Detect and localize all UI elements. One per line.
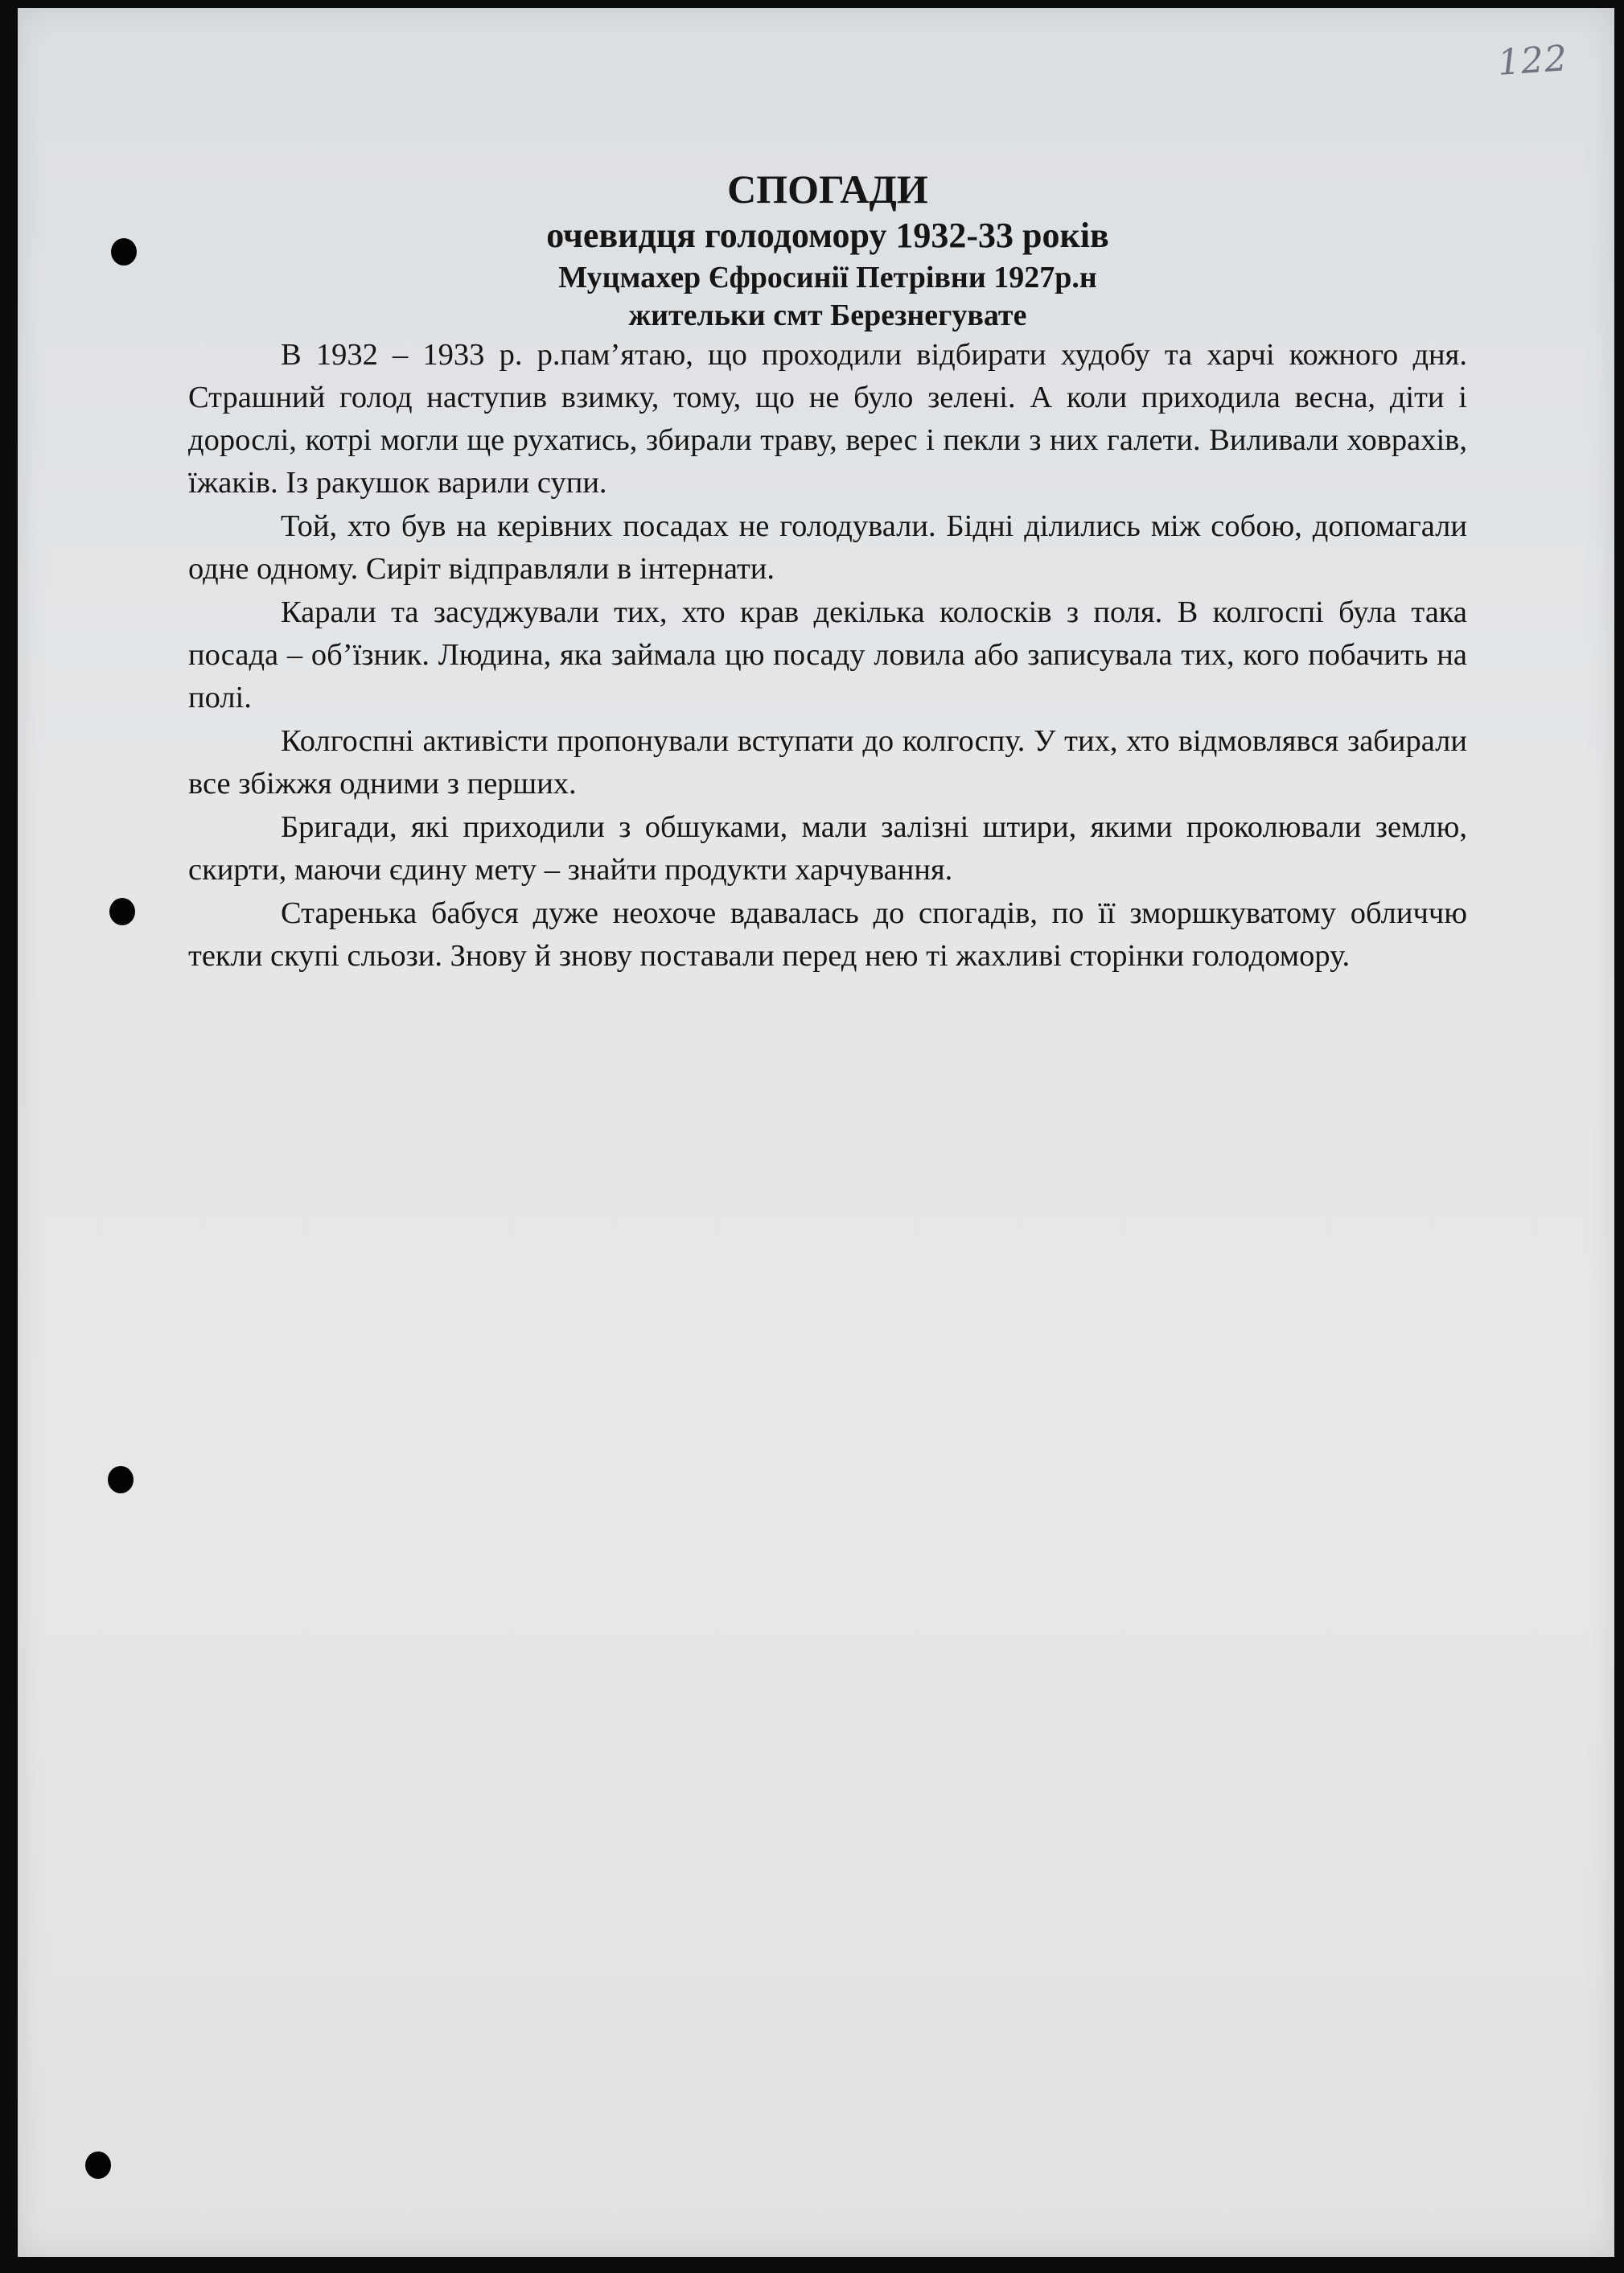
document-title: СПОГАДИ xyxy=(727,167,928,212)
paragraph: В 1932 – 1933 р. р.пам’ятаю, що проходили відбирати худобу та харчі кожного дня. Страшний голод наступив взимку, тому, що не було зелені. А коли приходила весна, діти і дорослі, котрі могли ще рухатись, збирали траву, верес і пекли з них галети. Виливали ховрахів, їжаків. Із ракушок варили супи. xyxy=(188,338,1467,500)
paragraph: Бригади, які приходили з обшуками, мали залізні штири, якими проколювали землю, скирти, маючи єдину мету – знайти продукти харчування. xyxy=(188,810,1467,887)
witness-residence: жительки смт Березнегувате xyxy=(628,299,1027,332)
witness-name: Муцмахер Єфросинії Петрівни 1927р.н xyxy=(558,261,1097,294)
punch-hole-icon xyxy=(108,1466,134,1493)
punch-hole-icon xyxy=(111,238,137,266)
punch-hole-icon xyxy=(85,2152,111,2179)
punch-hole-icon xyxy=(109,898,135,925)
document-subtitle: очевидця голодомору 1932-33 років xyxy=(546,216,1109,255)
document-body xyxy=(188,165,1467,978)
handwritten-page-number: 122 xyxy=(1496,38,1569,84)
paper-sheet xyxy=(18,8,1614,2257)
paragraph: Колгоспні активісти пропонували вступати до колгоспу. У тих, хто відмовлявся забирали все збіжжя одними з перших. xyxy=(188,724,1467,801)
paragraph: Старенька бабуся дуже неохоче вдавалась до спогадів, по її зморшкуватому обличчю текли скупі сльози. Знову й знову поставали перед нею ті жахливі сторінки голодомору. xyxy=(188,896,1467,973)
paragraph: Той, хто був на керівних посадах не голодували. Бідні ділились між собою, допомагали одне одному. Сиріт відправляли в інтернати. xyxy=(188,509,1467,586)
paragraph: Карали та засуджували тих, хто крав декілька колосків з поля. В колгоспі була така посада – об’їзник. Людина, яка займала цю посаду ловила або записувала тих, кого побачить на полі. xyxy=(188,595,1467,714)
